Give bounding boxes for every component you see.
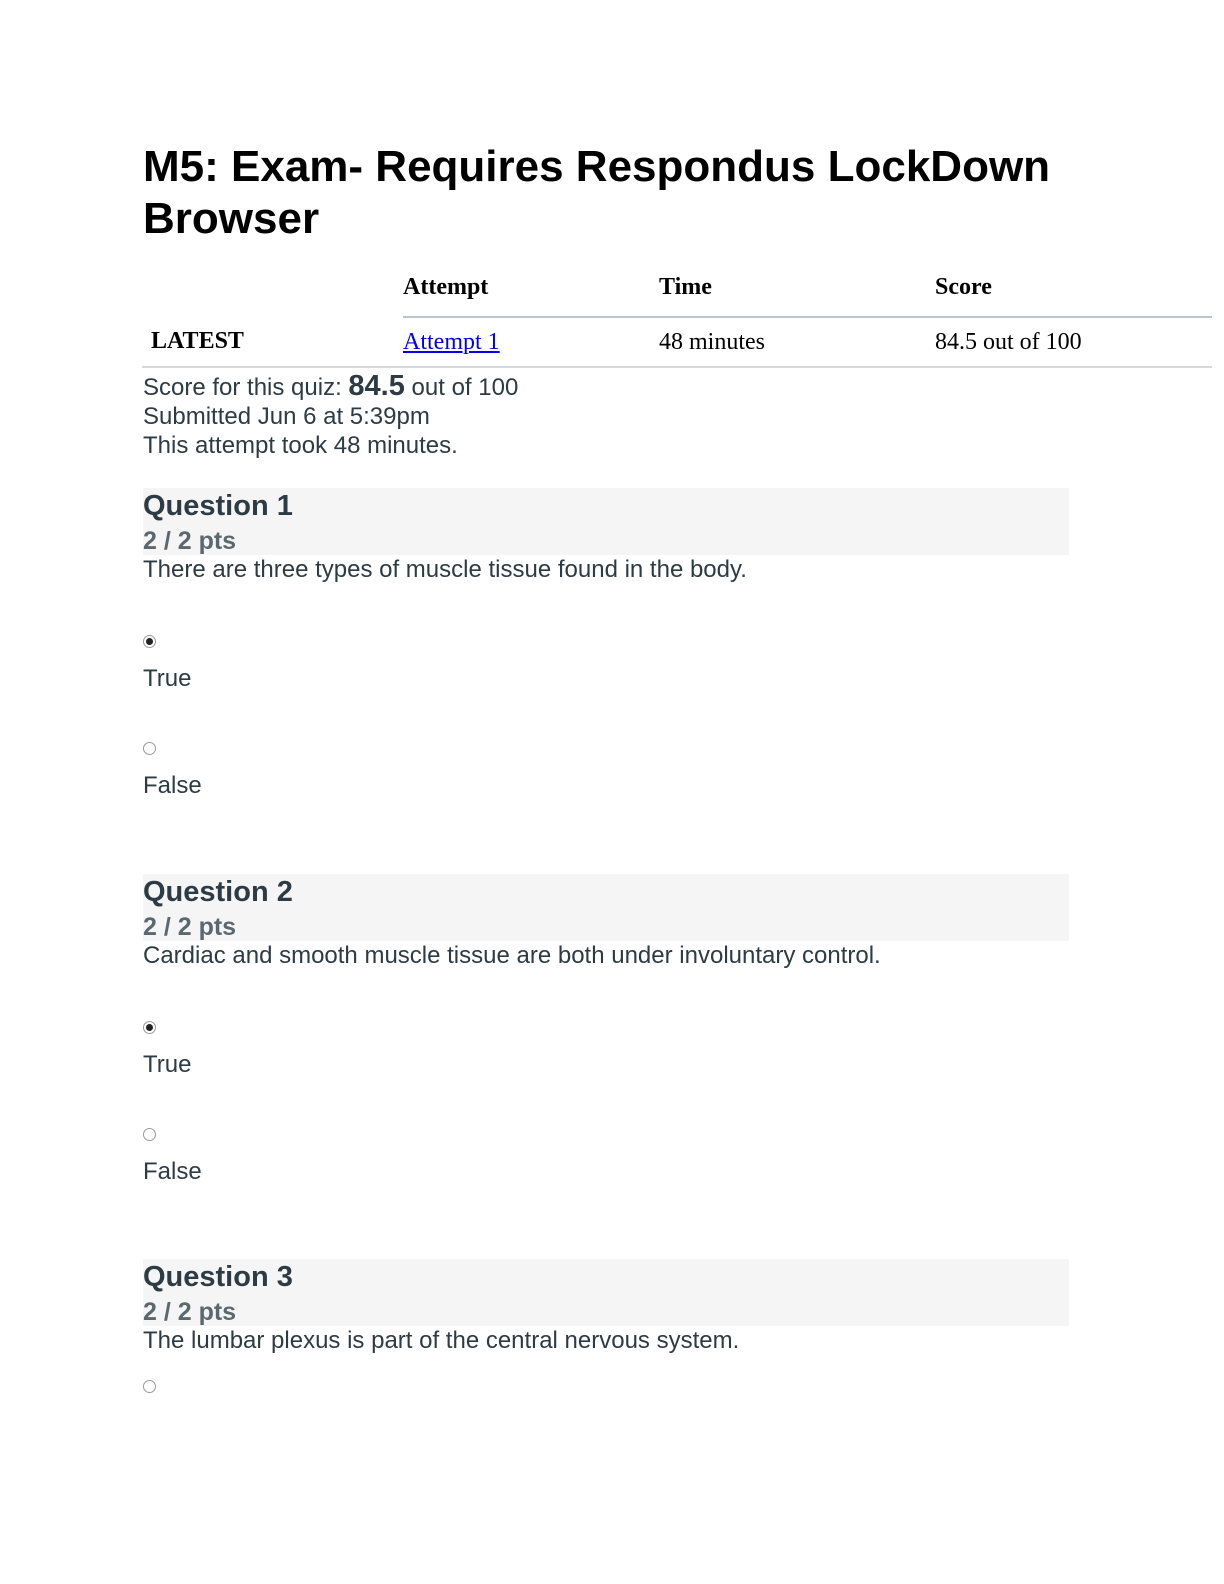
attempt-duration: This attempt took 48 minutes. — [143, 432, 458, 459]
radio-unselected-icon[interactable] — [143, 742, 156, 755]
question-header — [143, 874, 1069, 941]
question-title: Question 2 — [143, 876, 293, 908]
question-title: Question 3 — [143, 1261, 293, 1293]
question-title: Question 1 — [143, 490, 293, 522]
score-suffix: out of 100 — [404, 374, 519, 401]
answer-label: True — [143, 1051, 192, 1078]
question-text: The lumbar plexus is part of the central nervous system. — [143, 1327, 740, 1354]
answer-option-false[interactable] — [143, 742, 202, 799]
question-2 — [143, 874, 1069, 1185]
score-cell: 84.5 out of 100 — [935, 317, 1212, 367]
question-1 — [143, 488, 1069, 799]
radio-selected-icon[interactable] — [143, 635, 156, 648]
answer-option-false[interactable] — [143, 1128, 202, 1185]
score-value: 84.5 — [348, 370, 405, 402]
answer-option-true[interactable] — [143, 635, 192, 692]
attempts-table — [142, 258, 1212, 368]
answer-label: False — [143, 772, 202, 799]
header-blank — [142, 258, 403, 317]
question-text: There are three types of muscle tissue found in the body. — [143, 556, 747, 583]
answer-option-1[interactable] — [143, 1380, 156, 1393]
header-attempt: Attempt — [403, 258, 659, 317]
table-row — [142, 317, 1212, 367]
quiz-summary — [143, 372, 518, 460]
score-prefix: Score for this quiz: — [143, 374, 349, 401]
attempts-table-header-row — [142, 258, 1212, 317]
submitted-time: Submitted Jun 6 at 5:39pm — [143, 403, 430, 430]
attempt-1-link[interactable]: Attempt 1 — [403, 328, 500, 355]
question-3 — [143, 1259, 1069, 1356]
attempt-cell — [403, 317, 659, 367]
question-points: 2 / 2 pts — [143, 1298, 237, 1326]
header-time: Time — [659, 258, 935, 317]
time-cell: 48 minutes — [659, 317, 935, 367]
question-header — [143, 488, 1069, 555]
page-title: M5: Exam- Requires Respondus LockDown Browser — [143, 142, 1051, 243]
header-score: Score — [935, 258, 1212, 317]
question-header — [143, 1259, 1069, 1326]
answer-option-true[interactable] — [143, 1021, 192, 1078]
answer-label: False — [143, 1158, 202, 1185]
question-text: Cardiac and smooth muscle tissue are both under involuntary control. — [143, 942, 881, 969]
question-points: 2 / 2 pts — [143, 527, 237, 555]
answer-label: True — [143, 665, 192, 692]
quiz-score-line — [143, 372, 518, 402]
radio-selected-icon[interactable] — [143, 1021, 156, 1034]
row-label-latest: LATEST — [142, 317, 403, 367]
question-points: 2 / 2 pts — [143, 913, 237, 941]
radio-unselected-icon[interactable] — [143, 1380, 156, 1393]
radio-unselected-icon[interactable] — [143, 1128, 156, 1141]
